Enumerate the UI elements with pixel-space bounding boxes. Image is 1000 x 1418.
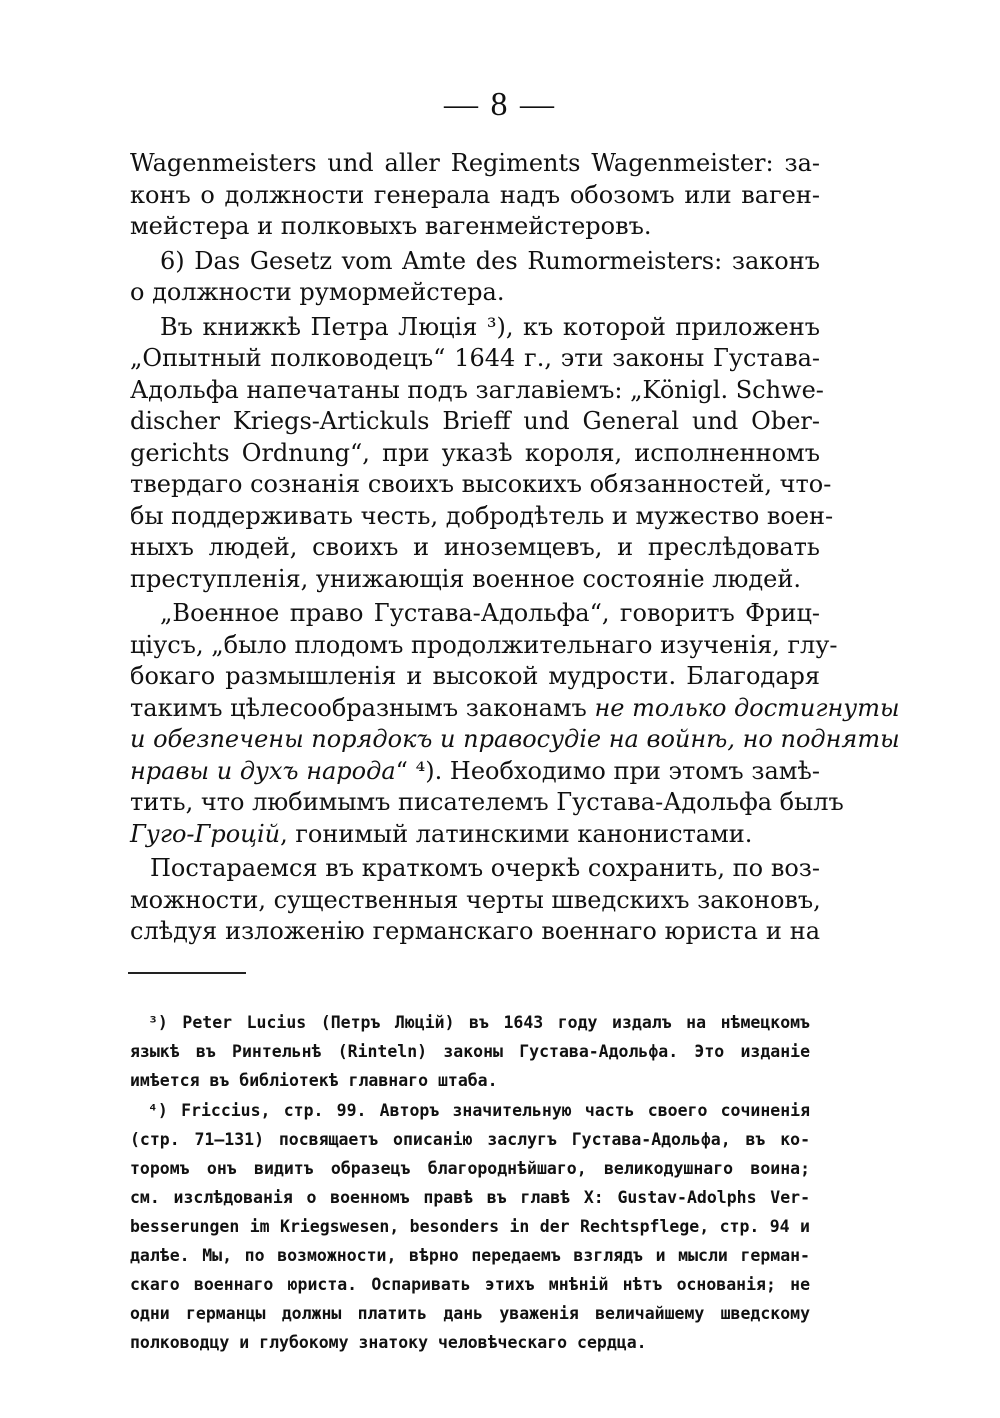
text-line: конъ о должности генерала надъ обозомъ или ваген- (130, 180, 820, 209)
text-line: „Опытный полководецъ“ 1644 г., эти законы Густава- (130, 344, 820, 372)
text-line: о должности румормейстера. (130, 278, 505, 306)
text-line: можности, существенныя черты шведскихъ законовъ, (130, 885, 821, 914)
paragraph (130, 853, 820, 948)
text-run: такимъ цѣлесообразнымъ законамъ (130, 693, 595, 722)
text-run: , гонимый латинскими канонистами. (280, 819, 753, 848)
text-line (130, 819, 820, 851)
text-line: ціусъ, „было плодомъ продолжительнаго изученія, глу- (130, 630, 838, 659)
footnote-separator (128, 972, 246, 974)
italic-quote: и обезпечены порядокъ и правосудіе на войнѣ, но подняты (130, 725, 900, 753)
footnote-4 (130, 1096, 810, 1357)
italic-quote: нравы и духъ народа (130, 756, 396, 785)
text-run: “ ⁴). Необходимо при этомъ замѣ- (395, 756, 820, 785)
paragraph (130, 246, 820, 309)
footnote-line: имѣется въ библіотекѣ главнаго штаба. (130, 1071, 498, 1090)
main-text (130, 148, 900, 948)
text-line: бы поддерживать честь, добродѣтель и мужество воен- (130, 501, 834, 530)
text-line: бокаго размышленія и высокой мудрости. Благодаря (130, 662, 820, 690)
footnote-line: besserungen im Kriegswesen, besonders in der Rechtspflege, стр. 94 и (130, 1217, 810, 1236)
italic-quote: не только достигнуты (594, 693, 900, 722)
italic-name: Гуго-Гроцій (130, 819, 281, 848)
footnote-line: ⁴) Friccius, стр. 99. Авторъ значительную часть своего сочиненія (148, 1101, 810, 1120)
paragraph (130, 312, 834, 596)
text-line: Адольфа напечатаны подъ заглавіемъ: „Königl. Schwe- (130, 375, 824, 404)
footnote-3 (130, 1008, 810, 1095)
text-line: Въ книжкѣ Петра Люція ³), къ которой приложенъ (160, 312, 820, 341)
footnote-line: ³) Peter Lucius (Петръ Люцій) въ 1643 году издалъ на нѣмецкомъ (148, 1013, 810, 1032)
text-line: ныхъ людей, своихъ и иноземцевъ, и преслѣдовать (130, 533, 820, 561)
text-line: твердаго сознанія своихъ высокихъ обязанностей, что- (130, 470, 832, 498)
text-line: тить, что любимымъ писателемъ Густава-Адольфа былъ (130, 788, 844, 816)
text-line: gerichts Ordnung“, при указѣ короля, исполненномъ (130, 438, 820, 467)
text-line (130, 756, 820, 788)
paragraph (130, 598, 900, 850)
text-line: Wagenmeisters und aller Regiments Wagenmeister: за- (130, 149, 820, 177)
text-line: слѣдуя изложенію германскаго военнаго юриста и на (130, 917, 820, 945)
text-line: 6) Das Gesetz vom Amte des Rumormeisters: законъ (160, 246, 820, 275)
text-line: „Военное право Густава-Адольфа“, говоритъ Фриц- (160, 599, 820, 627)
footnotes (130, 1008, 810, 1357)
text-line: преступленія, унижающія военное состояніе людей. (130, 564, 801, 593)
text-line: discher Kriegs-Artickuls Brieff und General und Ober- (130, 407, 820, 435)
footnote-line: (стр. 71—131) посвящаетъ описанію заслугъ Густава-Адольфа, въ ко- (130, 1130, 810, 1149)
text-line (130, 693, 900, 725)
footnote-line: языкѣ въ Ринтельнѣ (Rinteln) законы Густава-Адольфа. Это изданіе (130, 1042, 810, 1061)
footnote-line: полководцу и глубокому знатоку человѣческаго сердца. (130, 1333, 647, 1352)
footnote-line: см. изслѣдованія о военномъ правѣ въ главѣ X: Gustav-Adolphs Ver- (130, 1188, 810, 1207)
text-line: мейстера и полковыхъ вагенмейстеровъ. (130, 212, 652, 240)
footnote-line: торомъ онъ видитъ образецъ благороднѣйшаго, великодушнаго воина; (130, 1159, 810, 1178)
footnote-line: одни германцы должны платить дань уваженія величайшему шведскому (130, 1304, 810, 1323)
paragraph (130, 148, 820, 243)
footnote-line: скаго военнаго юриста. Оспаривать этихъ мнѣній нѣтъ основанія; не (130, 1275, 810, 1294)
page-number: — 8 — (444, 86, 556, 123)
text-line: Постараемся въ краткомъ очеркѣ сохранить, по воз- (150, 854, 820, 882)
footnote-line: далѣе. Мы, по возможности, вѣрно передаемъ взглядъ и мысли герман- (130, 1246, 810, 1265)
